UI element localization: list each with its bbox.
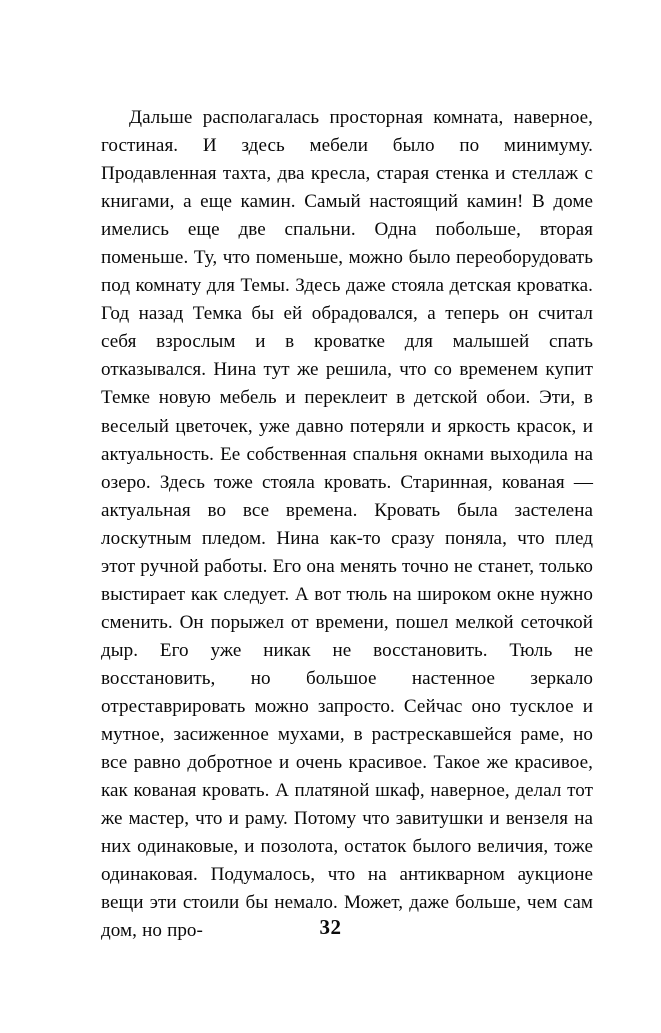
page-paragraph <box>101 104 593 945</box>
page-number: 32 <box>319 915 342 939</box>
paragraph-text: Дальше располагалась просторная комната, наверное, гостиная. И здесь мебели было по минимуму. Продавленная тахта, два кресла, старая стенка и стеллаж с книгами, а еще камин. Самый настоящий камин! В доме имелись еще две спальни. Одна побольше, вторая поменьше. Ту, что поменьше, можно было переоборудовать под комнату для Темы. Здесь даже стояла детская кроватка. Год назад Темка бы ей обрадовался, а теперь он считал себя взрослым и в кроватке для малышей спать отказывался. Нина тут же решила, что со временем купит Темке новую мебель и переклеит в детской обои. Эти, в веселый цветочек, уже давно потеряли и яркость красок, и актуальность. Ее собственная спальня окнами выходила на озеро. Здесь тоже стояла кровать. Старинная, кованая — актуальная во все времена. Кровать была застелена лоскутным пледом. Нина как-то сразу поняла, что плед этот ручной работы. Его она менять точно не станет, только выстирает как следует. А вот тюль на широком окне нужно сменить. Он порыжел от времени, пошел мелкой сеточкой дыр. Его уже никак не восстановить. Тюль не восстановить, но большое настенное зеркало отреставрировать можно запросто. Сейчас оно тусклое и мутное, засиженное мухами, в растрескавшейся раме, но все равно добротное и очень красивое. Такое же красивое, как кованая кровать. А платяной шкаф, наверное, делал тот же мастер, что и раму. Потому что завитушки и вензеля на них одинаковые, и позолота, остаток былого величия, тоже одинаковая. Подумалось, что на антикварном аукционе вещи эти стоили бы немало. Может, даже больше, чем сам дом, но про- <box>101 107 593 942</box>
